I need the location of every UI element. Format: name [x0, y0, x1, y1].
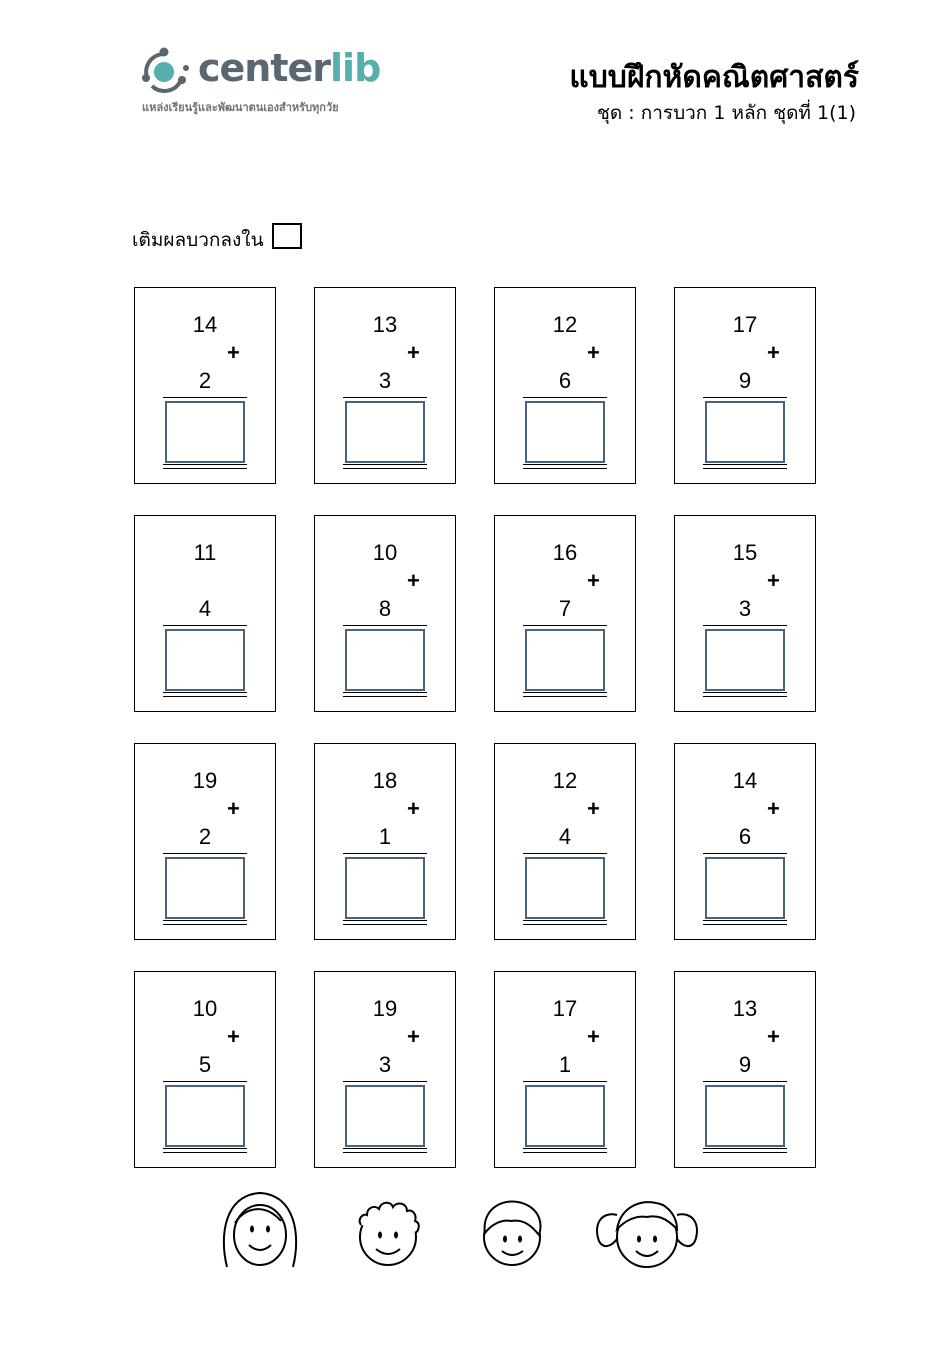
sum-line	[703, 625, 787, 626]
plus-sign: +	[767, 340, 780, 365]
sum-line	[523, 1081, 607, 1082]
double-underline-top	[163, 692, 247, 693]
plus-sign: +	[587, 796, 600, 821]
double-underline-bottom	[523, 696, 607, 697]
double-underline-top	[163, 920, 247, 921]
double-underline-bottom	[343, 468, 427, 469]
answer-box[interactable]	[525, 857, 605, 919]
plus-sign: +	[587, 568, 600, 593]
addend-bottom: 3	[738, 596, 752, 621]
sum-line	[343, 397, 427, 398]
problem-card	[314, 287, 456, 484]
problem-card	[134, 515, 276, 712]
problem-card	[134, 971, 276, 1168]
instruction	[132, 225, 302, 255]
sum-line	[343, 625, 427, 626]
answer-box[interactable]	[525, 629, 605, 691]
sum-line	[343, 853, 427, 854]
double-underline-top	[343, 464, 427, 465]
plus-sign: +	[407, 568, 420, 593]
answer-box[interactable]	[165, 1085, 245, 1147]
addend-top: 15	[732, 540, 758, 565]
plus-sign: +	[407, 340, 420, 365]
sum-line	[343, 1081, 427, 1082]
answer-box[interactable]	[705, 857, 785, 919]
answer-box[interactable]	[345, 1085, 425, 1147]
problem-card	[314, 743, 456, 940]
answer-box[interactable]	[165, 629, 245, 691]
answer-box[interactable]	[165, 857, 245, 919]
problem-card	[494, 515, 636, 712]
double-underline-top	[523, 692, 607, 693]
addend-top: 10	[192, 996, 218, 1021]
addend-top: 13	[372, 312, 398, 337]
answer-box[interactable]	[705, 1085, 785, 1147]
plus-sign: +	[587, 1024, 600, 1049]
plus-sign: +	[227, 796, 240, 821]
double-underline-top	[703, 692, 787, 693]
sum-line	[523, 625, 607, 626]
double-underline-bottom	[163, 924, 247, 925]
sum-line	[163, 853, 247, 854]
instruction-text: เติมผลบวกลงใน	[132, 229, 264, 251]
problem-card	[314, 515, 456, 712]
girl-pigtails-face-icon	[587, 1185, 707, 1275]
double-underline-bottom	[163, 468, 247, 469]
addend-bottom: 6	[558, 368, 572, 393]
problem-card	[134, 743, 276, 940]
sum-line	[163, 397, 247, 398]
answer-box[interactable]	[165, 401, 245, 463]
double-underline-top	[523, 1148, 607, 1149]
double-underline-top	[703, 464, 787, 465]
centerlib-logo	[140, 40, 400, 120]
double-underline-top	[523, 920, 607, 921]
double-underline-bottom	[703, 1152, 787, 1153]
answer-box[interactable]	[345, 857, 425, 919]
double-underline-bottom	[523, 924, 607, 925]
sum-line	[703, 853, 787, 854]
double-underline-top	[703, 1148, 787, 1149]
plus-sign: +	[767, 796, 780, 821]
answer-box[interactable]	[525, 401, 605, 463]
double-underline-top	[343, 920, 427, 921]
double-underline-bottom	[703, 468, 787, 469]
sum-line	[703, 397, 787, 398]
girl-long-hair-face-icon	[215, 1185, 305, 1275]
addend-top: 12	[552, 768, 578, 793]
plus-sign: +	[227, 340, 240, 365]
double-underline-bottom	[343, 1152, 427, 1153]
sum-line	[163, 1081, 247, 1082]
addend-bottom: 1	[558, 1052, 572, 1077]
problem-card	[674, 287, 816, 484]
plus-sign: +	[587, 340, 600, 365]
addend-top: 13	[732, 996, 758, 1021]
addend-top: 12	[552, 312, 578, 337]
double-underline-top	[343, 692, 427, 693]
double-underline-bottom	[523, 468, 607, 469]
plus-sign: +	[407, 796, 420, 821]
worksheet-title: แบบฝึกหัดคณิตศาสตร์	[569, 60, 859, 95]
addend-bottom: 3	[378, 368, 392, 393]
addend-bottom: 5	[198, 1052, 212, 1077]
plus-sign: +	[767, 568, 780, 593]
problem-card	[494, 971, 636, 1168]
boy-curly-hair-face-icon	[343, 1185, 433, 1275]
addend-top: 18	[372, 768, 398, 793]
double-underline-bottom	[343, 924, 427, 925]
addend-top: 16	[552, 540, 578, 565]
answer-box[interactable]	[705, 629, 785, 691]
double-underline-top	[343, 1148, 427, 1149]
double-underline-bottom	[703, 924, 787, 925]
double-underline-top	[703, 920, 787, 921]
addend-top: 17	[552, 996, 578, 1021]
problem-card	[314, 971, 456, 1168]
problem-card	[674, 743, 816, 940]
addend-top: 10	[372, 540, 398, 565]
addend-bottom: 1	[378, 824, 392, 849]
addend-top: 19	[192, 768, 218, 793]
addend-bottom: 4	[558, 824, 572, 849]
answer-box[interactable]	[705, 401, 785, 463]
addend-bottom: 2	[198, 824, 212, 849]
addend-bottom: 6	[738, 824, 752, 849]
sum-line	[163, 625, 247, 626]
addend-bottom: 3	[378, 1052, 392, 1077]
addend-top: 19	[372, 996, 398, 1021]
double-underline-bottom	[343, 696, 427, 697]
addend-bottom: 2	[198, 368, 212, 393]
plus-sign: +	[227, 1024, 240, 1049]
example-answer-box	[272, 223, 302, 249]
plus-sign: +	[767, 1024, 780, 1049]
double-underline-top	[163, 464, 247, 465]
problem-card	[674, 515, 816, 712]
addend-bottom: 7	[558, 596, 572, 621]
worksheet-subtitle: ชุด : การบวก 1 หลัก ชุดที่ 1(1)	[596, 102, 856, 124]
problem-card	[494, 743, 636, 940]
double-underline-bottom	[523, 1152, 607, 1153]
problem-card	[674, 971, 816, 1168]
addend-bottom: 9	[738, 1052, 752, 1077]
addend-bottom: 8	[378, 596, 392, 621]
logo-molecule-icon	[140, 42, 196, 98]
addend-bottom: 4	[198, 596, 212, 621]
double-underline-bottom	[163, 696, 247, 697]
sum-line	[703, 1081, 787, 1082]
sum-line	[523, 853, 607, 854]
problem-card	[494, 287, 636, 484]
logo-tagline: แหล่งเรียนรู้และพัฒนาตนเองสำหรับทุกวัย	[142, 101, 339, 114]
answer-box[interactable]	[525, 1085, 605, 1147]
double-underline-top	[163, 1148, 247, 1149]
plus-sign: +	[407, 1024, 420, 1049]
double-underline-bottom	[163, 1152, 247, 1153]
kids-illustration	[175, 1185, 815, 1275]
logo-wordmark: centerlib	[198, 46, 381, 90]
problem-card	[134, 287, 276, 484]
double-underline-top	[523, 464, 607, 465]
addend-bottom: 9	[738, 368, 752, 393]
answer-box[interactable]	[345, 629, 425, 691]
answer-box[interactable]	[345, 401, 425, 463]
double-underline-bottom	[703, 696, 787, 697]
addend-top: 14	[732, 768, 758, 793]
addend-top: 17	[732, 312, 758, 337]
addend-top: 11	[193, 540, 217, 565]
boy-short-hair-face-icon	[467, 1185, 557, 1275]
sum-line	[523, 397, 607, 398]
addend-top: 14	[192, 312, 218, 337]
